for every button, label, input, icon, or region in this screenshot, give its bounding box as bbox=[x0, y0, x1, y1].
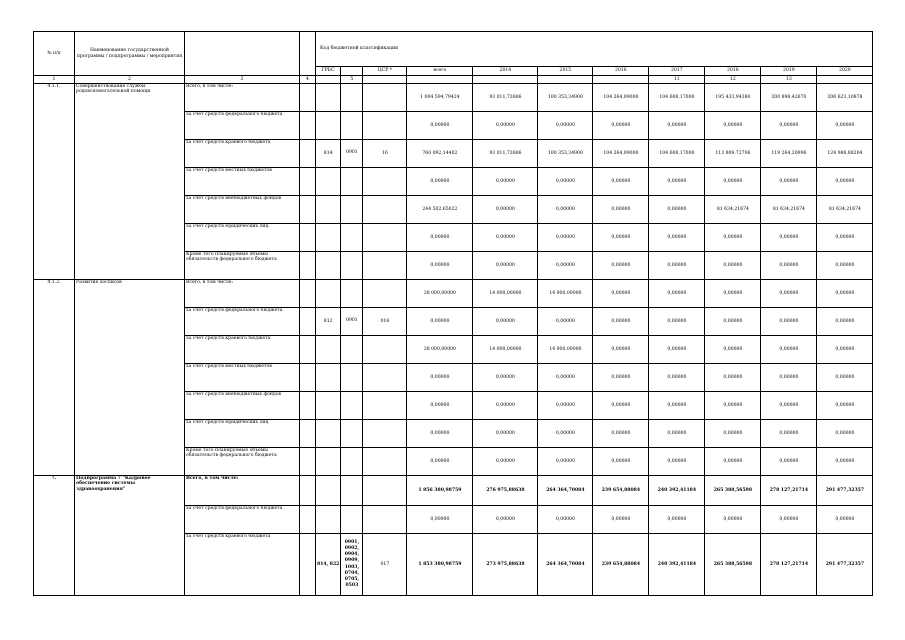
year-value: 0,00000 bbox=[817, 506, 873, 534]
column-index: 13 bbox=[761, 76, 817, 84]
header-year: 2019 bbox=[761, 67, 817, 76]
year-value: 0,00000 bbox=[817, 168, 873, 196]
year-value: 0,00000 bbox=[761, 252, 817, 280]
section-code bbox=[341, 364, 363, 392]
spacer-cell bbox=[300, 112, 316, 140]
header-year: 2020 bbox=[817, 67, 873, 76]
total-value: 760 092,14402 bbox=[407, 140, 473, 168]
csr-code bbox=[363, 280, 407, 308]
year-value: 0,00000 bbox=[593, 506, 649, 534]
year-value: 119 264,20996 bbox=[761, 140, 817, 168]
grbs-code bbox=[316, 196, 341, 224]
year-value: 240 392,41184 bbox=[649, 534, 705, 596]
table-row bbox=[34, 476, 873, 506]
year-value: 264 364,70084 bbox=[538, 534, 593, 596]
table-body bbox=[34, 84, 873, 596]
spacer-cell bbox=[300, 392, 316, 420]
total-value: 0,00000 bbox=[407, 168, 473, 196]
year-value: 0,00000 bbox=[705, 364, 761, 392]
spacer-cell bbox=[300, 140, 316, 168]
year-value: 0,00000 bbox=[761, 280, 817, 308]
section-code bbox=[341, 308, 363, 336]
year-value: 0,00000 bbox=[705, 448, 761, 476]
year-value: 0,00000 bbox=[593, 224, 649, 252]
year-value: 0,00000 bbox=[473, 168, 538, 196]
csr-code bbox=[363, 506, 407, 534]
header-program-name: Наименование государственной программы / подпрограммы / мероприятия bbox=[75, 32, 185, 76]
grbs-code: 814 bbox=[316, 140, 341, 168]
total-value: 1 853 380,98759 bbox=[407, 534, 473, 596]
year-value: 0,00000 bbox=[649, 196, 705, 224]
year-value: 0,00000 bbox=[761, 336, 817, 364]
csr-code bbox=[363, 112, 407, 140]
year-value: 0,00000 bbox=[473, 364, 538, 392]
section-code bbox=[341, 196, 363, 224]
header-grbs: ГРБС bbox=[316, 67, 341, 76]
csr-code: 16 bbox=[363, 140, 407, 168]
year-value: 0,00000 bbox=[817, 224, 873, 252]
funding-source-label: Кроме того планируемые объемы обязательств федерального бюджета bbox=[185, 448, 300, 476]
program-name: Подпрограмма 7 "Кадровое обеспечение системы здравоохранения" bbox=[75, 476, 185, 596]
year-value: 0,00000 bbox=[705, 336, 761, 364]
year-value: 0,00000 bbox=[649, 112, 705, 140]
column-index-extra bbox=[817, 76, 873, 84]
table-row bbox=[34, 84, 873, 112]
section-code bbox=[341, 112, 363, 140]
grbs-code: 812 bbox=[316, 308, 341, 336]
year-value: 0,00000 bbox=[705, 252, 761, 280]
year-value: 0,00000 bbox=[705, 112, 761, 140]
grbs-code bbox=[316, 506, 341, 534]
column-index bbox=[473, 76, 538, 84]
spacer-cell bbox=[300, 476, 316, 506]
year-value: 0,00000 bbox=[761, 420, 817, 448]
program-name: Совершенствование службы родовспомогательной помощи bbox=[75, 84, 185, 280]
total-value: 244 502,65022 bbox=[407, 196, 473, 224]
csr-code bbox=[363, 84, 407, 112]
year-value: 0,00000 bbox=[593, 448, 649, 476]
year-value: 0,00000 bbox=[538, 308, 593, 336]
header-year: 2016 bbox=[593, 67, 649, 76]
total-value: 0,00000 bbox=[407, 420, 473, 448]
funding-source-label: за счет средств юридических лиц bbox=[185, 420, 300, 448]
column-index bbox=[538, 76, 593, 84]
header-budget-classification: Код бюджетной классификации bbox=[316, 32, 873, 67]
grbs-code bbox=[316, 168, 341, 196]
funding-source-label: за счет средств федерального бюджета bbox=[185, 308, 300, 336]
year-value: 0,00000 bbox=[817, 448, 873, 476]
spacer-cell bbox=[300, 364, 316, 392]
csr-code bbox=[363, 420, 407, 448]
year-value: 113 809,72706 bbox=[705, 140, 761, 168]
year-value: 0,00000 bbox=[649, 252, 705, 280]
year-value: 0,00000 bbox=[649, 336, 705, 364]
year-value: 264 364,70084 bbox=[538, 476, 593, 506]
funding-source-label: за счет средств юридических лиц bbox=[185, 224, 300, 252]
header-year: 2014 bbox=[473, 67, 538, 76]
year-value: 104 264,09000 bbox=[593, 140, 649, 168]
csr-code bbox=[363, 336, 407, 364]
section-code bbox=[341, 534, 363, 596]
year-value: 291 477,32357 bbox=[817, 534, 873, 596]
year-value: 0,00000 bbox=[593, 364, 649, 392]
year-value: 0,00000 bbox=[538, 420, 593, 448]
year-value: 14 000,00000 bbox=[473, 336, 538, 364]
year-value: 0,00000 bbox=[538, 252, 593, 280]
section-code bbox=[341, 506, 363, 534]
section-code-text: 0901 bbox=[346, 150, 358, 156]
year-value: 0,00000 bbox=[538, 224, 593, 252]
year-value: 0,00000 bbox=[761, 448, 817, 476]
grbs-code bbox=[316, 476, 341, 506]
total-value: 0,00000 bbox=[407, 448, 473, 476]
section-code-text: 0901 bbox=[346, 318, 358, 324]
spacer-cell bbox=[300, 308, 316, 336]
year-value: 278 127,21714 bbox=[761, 476, 817, 506]
total-value: 0,00000 bbox=[407, 364, 473, 392]
year-value: 0,00000 bbox=[473, 420, 538, 448]
year-value: 124 988,88204 bbox=[817, 140, 873, 168]
year-value: 0,00000 bbox=[649, 420, 705, 448]
year-value: 0,00000 bbox=[649, 506, 705, 534]
year-value: 93 011,72606 bbox=[473, 140, 538, 168]
year-value: 0,00000 bbox=[538, 392, 593, 420]
year-value: 0,00000 bbox=[649, 392, 705, 420]
section-code bbox=[341, 476, 363, 506]
year-value: 14 000,00000 bbox=[538, 336, 593, 364]
funding-source-label: за счет средств внебюджетных фондов bbox=[185, 392, 300, 420]
csr-code bbox=[363, 252, 407, 280]
year-value: 0,00000 bbox=[649, 364, 705, 392]
year-value: 100 353,34900 bbox=[538, 84, 593, 112]
column-index-row bbox=[34, 76, 873, 84]
total-value: 0,00000 bbox=[407, 224, 473, 252]
funding-source-label: за счет средств федерального бюджета bbox=[185, 112, 300, 140]
year-value: 0,00000 bbox=[761, 112, 817, 140]
year-value: 0,00000 bbox=[473, 196, 538, 224]
grbs-code bbox=[316, 336, 341, 364]
header-blank-col4 bbox=[300, 32, 316, 76]
year-value: 0,00000 bbox=[593, 336, 649, 364]
column-index: 3 bbox=[185, 76, 300, 84]
year-value: 0,00000 bbox=[538, 448, 593, 476]
header-number: № п/п bbox=[34, 32, 75, 76]
year-value: 276 975,88638 bbox=[473, 476, 538, 506]
year-value: 81 634,21674 bbox=[761, 196, 817, 224]
year-value: 0,00000 bbox=[593, 308, 649, 336]
section-code bbox=[341, 392, 363, 420]
year-value: 273 975,88638 bbox=[473, 534, 538, 596]
funding-source-label: за счет средств местных бюджетов bbox=[185, 364, 300, 392]
year-value: 0,00000 bbox=[649, 308, 705, 336]
csr-code bbox=[363, 196, 407, 224]
total-value: 0,00000 bbox=[407, 112, 473, 140]
header-year: 2018 bbox=[705, 67, 761, 76]
section-code bbox=[341, 336, 363, 364]
year-value: 0,00000 bbox=[593, 196, 649, 224]
spacer-cell bbox=[300, 224, 316, 252]
total-value: 0,00000 bbox=[407, 252, 473, 280]
spacer-cell bbox=[300, 280, 316, 308]
year-value: 0,00000 bbox=[817, 252, 873, 280]
grbs-code: 814, 822 bbox=[316, 534, 341, 596]
year-value: 0,00000 bbox=[761, 506, 817, 534]
section-code bbox=[341, 168, 363, 196]
column-index: 2 bbox=[75, 76, 185, 84]
year-value: 104 264,09000 bbox=[593, 84, 649, 112]
year-value: 206 623,10878 bbox=[817, 84, 873, 112]
year-value: 0,00000 bbox=[473, 224, 538, 252]
year-value: 0,00000 bbox=[817, 364, 873, 392]
year-value: 93 011,72606 bbox=[473, 84, 538, 112]
section-code bbox=[341, 448, 363, 476]
funding-source-label: Всего, в том числе: bbox=[185, 84, 300, 112]
total-value: 28 000,00000 bbox=[407, 280, 473, 308]
grbs-code bbox=[316, 364, 341, 392]
year-value: 278 127,21714 bbox=[761, 534, 817, 596]
year-value: 0,00000 bbox=[473, 392, 538, 420]
csr-code bbox=[363, 392, 407, 420]
year-value: 0,00000 bbox=[705, 392, 761, 420]
column-index bbox=[407, 76, 473, 84]
year-value: 0,00000 bbox=[473, 448, 538, 476]
year-value: 0,00000 bbox=[705, 224, 761, 252]
grbs-code bbox=[316, 112, 341, 140]
column-index bbox=[593, 76, 649, 84]
section-code bbox=[341, 84, 363, 112]
year-value: 0,00000 bbox=[473, 308, 538, 336]
funding-source-label: за счет средств краевого бюджета bbox=[185, 336, 300, 364]
year-value: 0,00000 bbox=[817, 336, 873, 364]
year-value: 0,00000 bbox=[593, 392, 649, 420]
total-value: 1 004 594,79424 bbox=[407, 84, 473, 112]
year-value: 0,00000 bbox=[705, 506, 761, 534]
year-value: 0,00000 bbox=[705, 420, 761, 448]
year-value: 239 654,88084 bbox=[593, 534, 649, 596]
row-number: 4.1.1. bbox=[34, 84, 75, 280]
grbs-code bbox=[316, 280, 341, 308]
year-value: 0,00000 bbox=[705, 308, 761, 336]
year-value: 0,00000 bbox=[473, 252, 538, 280]
header-rzpr bbox=[341, 67, 363, 76]
year-value: 0,00000 bbox=[538, 112, 593, 140]
year-value: 0,00000 bbox=[649, 168, 705, 196]
year-value: 0,00000 bbox=[473, 112, 538, 140]
csr-code bbox=[363, 476, 407, 506]
table-header bbox=[34, 32, 873, 84]
total-value: 0,00000 bbox=[407, 308, 473, 336]
spacer-cell bbox=[300, 336, 316, 364]
year-value: 0,00000 bbox=[817, 420, 873, 448]
year-value: 0,00000 bbox=[538, 364, 593, 392]
spacer-cell bbox=[300, 168, 316, 196]
year-value: 81 634,21674 bbox=[817, 196, 873, 224]
grbs-code bbox=[316, 420, 341, 448]
year-value: 0,00000 bbox=[761, 392, 817, 420]
grbs-code bbox=[316, 392, 341, 420]
csr-code: 017 bbox=[363, 534, 407, 596]
year-value: 200 898,42670 bbox=[761, 84, 817, 112]
year-value: 0,00000 bbox=[761, 308, 817, 336]
year-value: 104 608,17000 bbox=[649, 84, 705, 112]
year-value: 81 634,21674 bbox=[705, 196, 761, 224]
column-index: 5 bbox=[341, 76, 363, 84]
year-value: 14 000,00000 bbox=[473, 280, 538, 308]
year-value: 265 388,56598 bbox=[705, 534, 761, 596]
column-index bbox=[316, 76, 341, 84]
program-name: Развитие хосписов bbox=[75, 280, 185, 476]
grbs-code bbox=[316, 224, 341, 252]
csr-code bbox=[363, 448, 407, 476]
funding-source-label: за счет средств федерального бюджета bbox=[185, 506, 300, 534]
year-value: 14 000,00000 bbox=[538, 280, 593, 308]
funding-source-label: Всего, в том числе: bbox=[185, 476, 300, 506]
total-value: 0,00000 bbox=[407, 506, 473, 534]
year-value: 195 433,94380 bbox=[705, 84, 761, 112]
year-value: 240 392,41184 bbox=[649, 476, 705, 506]
year-value: 0,00000 bbox=[593, 168, 649, 196]
section-code bbox=[341, 140, 363, 168]
year-value: 239 654,88084 bbox=[593, 476, 649, 506]
spacer-cell bbox=[300, 252, 316, 280]
year-value: 0,00000 bbox=[817, 280, 873, 308]
header-year: 2015 bbox=[538, 67, 593, 76]
header-total: всего bbox=[407, 67, 473, 76]
year-value: 0,00000 bbox=[538, 506, 593, 534]
year-value: 0,00000 bbox=[817, 112, 873, 140]
funding-source-label: за счет средств краевого бюджета bbox=[185, 534, 300, 596]
header-year: 2017 bbox=[649, 67, 705, 76]
year-value: 0,00000 bbox=[538, 168, 593, 196]
table-row bbox=[34, 280, 873, 308]
spacer-cell bbox=[300, 534, 316, 596]
header-csr: ЦСР * bbox=[363, 67, 407, 76]
section-code bbox=[341, 252, 363, 280]
year-value: 291 477,32357 bbox=[817, 476, 873, 506]
spacer-cell bbox=[300, 506, 316, 534]
section-code bbox=[341, 420, 363, 448]
year-value: 265 388,56598 bbox=[705, 476, 761, 506]
funding-source-label: за счет средств краевого бюджета bbox=[185, 140, 300, 168]
year-value: 0,00000 bbox=[473, 506, 538, 534]
year-value: 0,00000 bbox=[761, 168, 817, 196]
year-value: 0,00000 bbox=[705, 168, 761, 196]
spacer-cell bbox=[300, 420, 316, 448]
grbs-code bbox=[316, 84, 341, 112]
header-blank-col3 bbox=[185, 32, 300, 76]
funding-source-label: за счет средств местных бюджетов bbox=[185, 168, 300, 196]
year-value: 0,00000 bbox=[817, 392, 873, 420]
year-value: 0,00000 bbox=[538, 196, 593, 224]
year-value: 0,00000 bbox=[593, 252, 649, 280]
column-index bbox=[363, 76, 407, 84]
column-index: 4 bbox=[300, 76, 316, 84]
year-value: 0,00000 bbox=[649, 224, 705, 252]
year-value: 0,00000 bbox=[593, 112, 649, 140]
spacer-cell bbox=[300, 84, 316, 112]
funding-source-label: Всего, в том числе: bbox=[185, 280, 300, 308]
grbs-code bbox=[316, 252, 341, 280]
year-value: 0,00000 bbox=[649, 280, 705, 308]
year-value: 0,00000 bbox=[705, 280, 761, 308]
total-value: 0,00000 bbox=[407, 392, 473, 420]
total-value: 1 856 380,98759 bbox=[407, 476, 473, 506]
funding-source-label: за счет средств внебюджетных фондов bbox=[185, 196, 300, 224]
year-value: 0,00000 bbox=[761, 224, 817, 252]
csr-code bbox=[363, 224, 407, 252]
csr-code: 016 bbox=[363, 308, 407, 336]
year-value: 0,00000 bbox=[761, 364, 817, 392]
total-value: 28 000,00000 bbox=[407, 336, 473, 364]
year-value: 0,00000 bbox=[593, 420, 649, 448]
column-index: 11 bbox=[649, 76, 705, 84]
section-code bbox=[341, 224, 363, 252]
section-code bbox=[341, 280, 363, 308]
year-value: 104 608,17000 bbox=[649, 140, 705, 168]
section-code-text: 0901, 0902, 0904, 0909, 1003, 0704, 0705, 0503 bbox=[344, 539, 360, 589]
row-number: 4.1.2. bbox=[34, 280, 75, 476]
budget-table bbox=[33, 31, 873, 596]
spacer-cell bbox=[300, 448, 316, 476]
row-number: 7. bbox=[34, 476, 75, 596]
funding-source-label: Кроме того планируемые объемы обязательств федерального бюджета bbox=[185, 252, 300, 280]
year-value: 0,00000 bbox=[593, 280, 649, 308]
csr-code bbox=[363, 364, 407, 392]
column-index: 1 bbox=[34, 76, 75, 84]
spacer-cell bbox=[300, 196, 316, 224]
csr-code bbox=[363, 168, 407, 196]
grbs-code bbox=[316, 448, 341, 476]
column-index: 12 bbox=[705, 76, 761, 84]
year-value: 100 353,34900 bbox=[538, 140, 593, 168]
year-value: 0,00000 bbox=[817, 308, 873, 336]
year-value: 0,00000 bbox=[649, 448, 705, 476]
